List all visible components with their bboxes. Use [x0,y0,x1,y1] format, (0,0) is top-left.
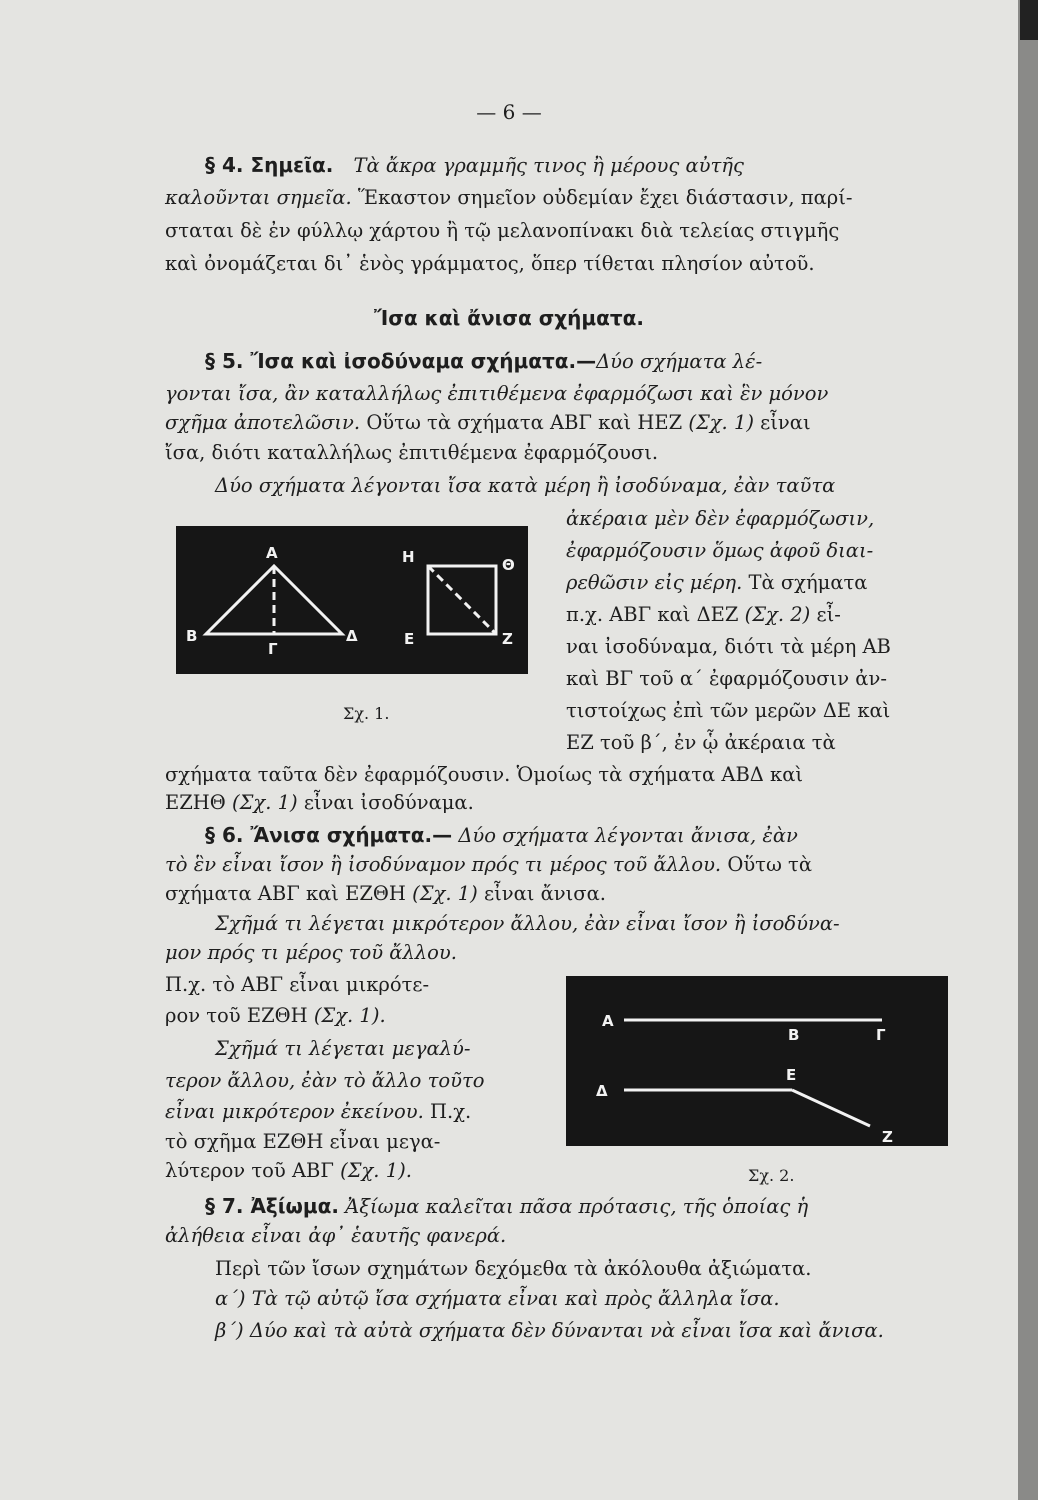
fig1-label-A: Α [266,544,278,562]
sec5-para2-line-2: ἀκέραια μὲν δὲν ἐφαρμόζωσιν, [566,507,875,530]
figure-2 [566,976,948,1146]
sec5-para2-line-1: Δύο σχήματα λέγονται ἴσα κατὰ μέρη ἢ ἰσοδύναμα, ἐὰν ταῦτα [215,474,836,497]
sec5-line-4: ἴσα, διότι καταλλήλως ἐπιτιθέμενα ἐφαρμόζουσι. [165,441,659,464]
sec6-para2-line-2: μον πρός τι μέρος τοῦ ἄλλου. [165,941,457,964]
fig1-label-Z: Ζ [502,630,513,648]
sec4-label: § 4. Σημεῖα. [205,153,334,177]
figure-1 [176,526,528,674]
sec5-text: σχῆμα ἀποτελῶσιν. [165,411,361,434]
sec5-text: εἶναι [760,411,811,434]
figure-reference: (Σχ. 2) [744,603,811,626]
sec5-text: Οὕτω τὰ σχήματα ΑΒΓ καὶ ΗΕΖ [366,411,683,434]
sec5-text: Δύο σχήματα λέ- [596,350,763,373]
sec5-text: εἶναι ἰσοδύναμα. [303,791,474,814]
figure-1-caption: Σχ. 1. [343,704,390,723]
sec6-text: σχήματα ΑΒΓ καὶ ΕΖΘΗ [165,882,406,905]
sec6-line-2 [165,852,812,878]
sec4-line-1 [205,152,744,179]
figure-1-drawing [176,526,528,674]
sec5-para2-line-11 [165,790,474,816]
sec7-line-3: Περὶ τῶν ἴσων σχημάτων δεχόμεθα τὰ ἀκόλουθα ἀξιώματα. [215,1257,812,1280]
sec4-line-3: σταται δὲ ἐν φύλλῳ χάρτου ἢ τῷ μελανοπίνακι διὰ τελείας στιγμῆς [165,219,840,242]
fig1-label-E: Ε [404,630,415,648]
sec5-label: § 5. Ἴσα καὶ ἰσοδύναμα σχήματα.— [205,349,597,373]
figure-reference: (Σχ. 1) [231,791,298,814]
segment-ez [792,1090,870,1126]
sec5-line-2: γονται ἴσα, ἂν καταλλήλως ἐπιτιθέμενα ἐφαρμόζωσι καὶ ἓν μόνον [165,382,829,405]
fig2-label-G: Γ [876,1026,886,1044]
figure-reference: (Σχ. 1). [340,1159,412,1182]
fig1-label-B: Β [186,627,198,645]
sec5-para2-line-6: ναι ἰσοδύναμα, διότι τὰ μέρη ΑΒ [566,635,891,658]
sec5-line-3 [165,410,811,436]
figure-reference: (Σχ. 1). [313,1004,386,1027]
sec5-para2-line-5 [566,602,841,628]
sec5-para2-line-8: τιστοίχως ἐπὶ τῶν μερῶν ΔΕ καὶ [566,699,891,722]
figure-2-drawing [566,976,948,1146]
sec6-para2-line-3: Π.χ. τὸ ΑΒΓ εἶναι μικρότε- [165,973,430,996]
square-diagonal [428,566,496,634]
sec5-text: ΕΖΗΘ [165,791,226,814]
figure-reference: (Σχ. 1) [688,411,754,434]
sec6-para3-line-3 [165,1099,471,1125]
sec6-para3-line-4: τὸ σχῆμα ΕΖΘΗ εἶναι μεγα- [165,1130,441,1153]
sec5-text: Τὰ σχήματα [748,571,868,594]
sec6-para3-line-2: τερον ἄλλου, ἐὰν τὸ ἄλλο τοῦτο [165,1069,485,1092]
sec6-text: Οὕτω τὰ [727,853,813,876]
sec6-para3-line-5 [165,1158,412,1184]
sec6-text: εἶναι ἄνισα. [483,882,606,905]
figure-2-caption: Σχ. 2. [748,1166,795,1185]
sec4-text: Τὰ ἄκρα γραμμῆς τινος ἢ μέρους αὐτῆς [353,154,744,177]
sec5-line-1 [205,348,762,375]
sec4-line-4: καὶ ὀνομάζεται δι᾿ ἑνὸς γράμματος, ὅπερ τίθεται πλησίον αὐτοῦ. [165,252,815,275]
sec6-line-1 [205,822,798,849]
sec5-para2-line-9: ΕΖ τοῦ β΄, ἐν ᾧ ἀκέραια τὰ [566,731,836,754]
sec6-para2-line-1: Σχῆμά τι λέγεται μικρότερον ἄλλου, ἐὰν εἶναι ἴσον ἢ ἰσοδύνα- [215,912,840,935]
sec4-text: Ἕκαστον σημεῖον οὐδεμίαν ἔχει διάστασιν, παρί- [357,186,853,209]
sec6-text: Π.χ. [430,1100,472,1123]
fig1-label-TH: Θ [502,556,515,574]
axiom-b: β΄) Δύο καὶ τὰ αὐτὰ σχήματα δὲν δύνανται νὰ εἶναι ἴσα καὶ ἄνισα. [215,1319,884,1342]
sec6-para3-line-1: Σχῆμά τι λέγεται μεγαλύ- [215,1037,471,1060]
sec5-para2-line-4 [566,570,867,596]
sec6-label: § 6. Ἄνισα σχήματα.— [205,823,453,847]
fig1-label-G: Γ [268,640,278,658]
fig2-label-E: Ε [786,1066,797,1084]
sec7-text: Ἀξίωμα καλεῖται πᾶσα πρότασις, τῆς ὁποίας ἡ [345,1195,809,1218]
fig2-label-D: Δ [596,1082,608,1100]
sec6-para2-line-4 [165,1003,386,1029]
fig2-label-B: Β [788,1026,800,1044]
fig2-label-Z: Ζ [882,1128,893,1146]
sec4-text: καλοῦνται σημεῖα. [165,186,352,209]
section-heading: Ἴσα καὶ ἄνισα σχήματα. [374,306,644,330]
figure-reference: (Σχ. 1) [412,882,478,905]
sec7-label: § 7. Ἀξίωμα. [205,1194,339,1218]
sec6-text: Δύο σχήματα λέγονται ἄνισα, ἐὰν [458,824,798,847]
sec5-para2-line-3: ἐφαρμόζουσιν ὅμως ἀφοῦ διαι- [566,539,874,562]
sec6-text: τὸ ἓν εἶναι ἴσον ἢ ἰσοδύναμον πρός τι μέρος τοῦ ἄλλου. [165,853,722,876]
sec7-line-2: ἀλήθεια εἶναι ἀφ᾿ ἑαυτῆς φανερά. [165,1224,507,1247]
sec5-text: π.χ. ΑΒΓ καὶ ΔΕΖ [566,603,739,626]
page-number: — 6 — [476,100,542,124]
sec6-text: εἶναι μικρότερον ἐκείνου. [165,1100,424,1123]
sec4-line-2 [165,185,852,211]
page-edge [1018,0,1038,1500]
sec6-text: ρον τοῦ ΕΖΘΗ [165,1004,308,1027]
page-corner-shadow [1020,0,1038,40]
sec6-line-3 [165,881,606,907]
sec5-text: ρεθῶσιν εἰς μέρη. [566,571,743,594]
fig2-label-A: Α [602,1012,614,1030]
sec5-text: εἶ- [816,603,841,626]
sec5-para2-line-10: σχήματα ταῦτα δὲν ἐφαρμόζουσιν. Ὁμοίως τὰ σχήματα ΑΒΔ καὶ [165,763,804,786]
sec6-text: λύτερον τοῦ ΑΒΓ [165,1159,334,1182]
fig1-label-D: Δ [346,627,358,645]
fig1-label-H: Η [402,548,415,566]
axiom-a: α΄) Τὰ τῷ αὐτῷ ἴσα σχήματα εἶναι καὶ πρὸς ἄλληλα ἴσα. [215,1287,780,1310]
sec7-line-1 [205,1193,808,1220]
sec5-para2-line-7: καὶ ΒΓ τοῦ α΄ ἐφαρμόζουσιν ἀν- [566,667,887,690]
